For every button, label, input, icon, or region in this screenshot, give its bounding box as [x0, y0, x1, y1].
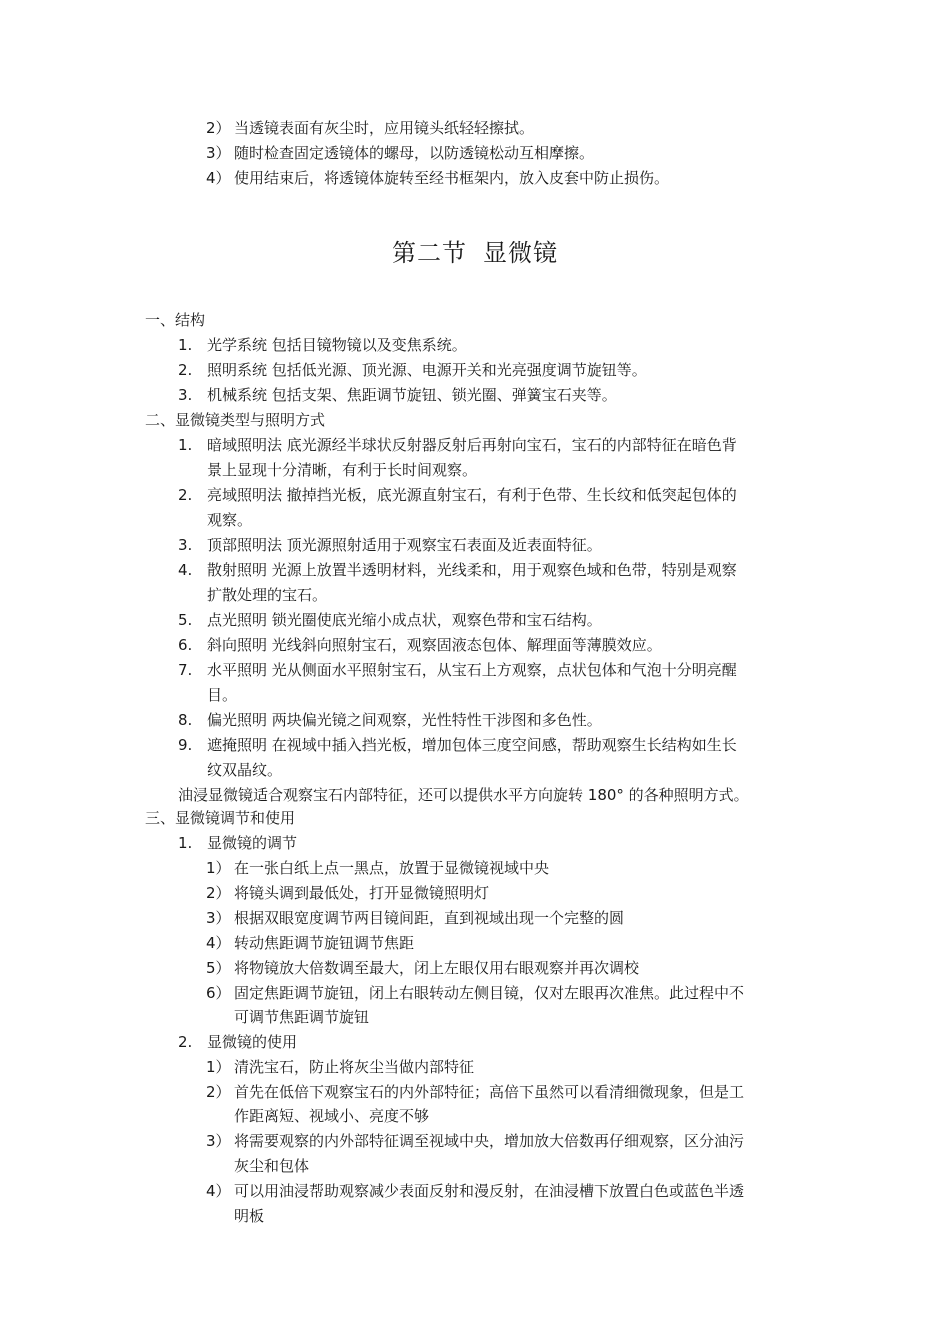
step-text: 转动焦距调节旋钮调节焦距	[234, 934, 415, 952]
step-number: 2）	[206, 1083, 231, 1101]
step-text: 固定焦距调节旋钮，闭上右眼转动左侧目镜，仅对左眼再次准焦。此过程中不	[234, 984, 745, 1002]
list-item-number: 8.	[178, 711, 193, 729]
step-text: 根据双眼宽度调节两目镜间距，直到视域出现一个完整的圆	[234, 909, 625, 927]
list-item-text: 当透镜表面有灰尘时，应用镜头纸轻轻擦拭。	[234, 119, 535, 137]
list-item-text: 亮域照明法 撤掉挡光板，底光源直射宝石，有利于色带、生长纹和低突起包体的	[207, 486, 737, 504]
list-item-number: 4.	[178, 561, 193, 579]
sub-heading: 显微镜的使用	[207, 1033, 298, 1051]
list-item-number: 5.	[178, 611, 193, 629]
list-item-text: 机械系统 包括支架、焦距调节旋钮、锁光圈、弹簧宝石夹等。	[207, 386, 617, 404]
list-item-number: 2.	[178, 486, 193, 504]
step-number: 2）	[206, 884, 231, 902]
sub-heading-number: 2.	[178, 1033, 193, 1051]
list-item-text-cont: 纹双晶纹。	[207, 761, 283, 779]
part2-heading: 二、显微镜类型与照明方式	[145, 411, 326, 429]
list-item-number: 3）	[206, 144, 231, 162]
list-item-text-cont: 扩散处理的宝石。	[207, 586, 328, 604]
step-text: 将物镜放大倍数调至最大，闭上左眼仅用右眼观察并再次调校	[234, 959, 640, 977]
step-number: 1）	[206, 859, 231, 877]
step-number: 6）	[206, 984, 231, 1002]
list-item-text-cont: 景上显现十分清晰，有利于长时间观察。	[207, 461, 478, 479]
step-number: 4）	[206, 1182, 231, 1200]
step-text: 清洗宝石，防止将灰尘当做内部特征	[234, 1058, 475, 1076]
list-item-text: 偏光照明 两块偏光镜之间观察，光性特性干涉图和多色性。	[207, 711, 602, 729]
list-item-number: 3.	[178, 536, 193, 554]
step-number: 3）	[206, 909, 231, 927]
part1-heading: 一、结构	[145, 311, 206, 329]
step-text: 可以用油浸帮助观察减少表面反射和漫反射，在油浸槽下放置白色或蓝色半透	[234, 1182, 745, 1200]
list-item-number: 2）	[206, 119, 231, 137]
list-item-text-cont: 观察。	[207, 511, 253, 529]
list-item-text: 光学系统 包括目镜物镜以及变焦系统。	[207, 336, 467, 354]
list-item-text-cont: 目。	[207, 686, 238, 704]
list-item-text: 遮掩照明 在视域中插入挡光板，增加包体三度空间感，帮助观察生长结构如生长	[207, 736, 737, 754]
list-item-number: 6.	[178, 636, 193, 654]
list-item-number: 3.	[178, 386, 193, 404]
step-number: 3）	[206, 1132, 231, 1150]
section-title-name: 显微镜	[483, 239, 558, 267]
list-item-text: 使用结束后，将透镜体旋转至经书框架内，放入皮套中防止损伤。	[234, 169, 670, 187]
step-text-cont: 可调节焦距调节旋钮	[234, 1008, 370, 1026]
step-number: 1）	[206, 1058, 231, 1076]
list-item-number: 9.	[178, 736, 193, 754]
list-item-number: 1.	[178, 436, 193, 454]
list-item-text: 点光照明 锁光圈使底光缩小成点状，观察色带和宝石结构。	[207, 611, 602, 629]
step-text: 将需要观察的内外部特征调至视域中央，增加放大倍数再仔细观察，区分油污	[234, 1132, 745, 1150]
step-text: 首先在低倍下观察宝石的内外部特征；高倍下虽然可以看清细微现象，但是工	[234, 1083, 745, 1101]
list-item-number: 1.	[178, 336, 193, 354]
list-item-text: 暗域照明法 底光源经半球状反射器反射后再射向宝石，宝石的内部特征在暗色背	[207, 436, 737, 454]
section-title-number: 第二节	[392, 239, 467, 267]
list-item-text: 水平照明 光从侧面水平照射宝石，从宝石上方观察，点状包体和气泡十分明亮醒	[207, 661, 737, 679]
step-number: 4）	[206, 934, 231, 952]
step-text-cont: 明板	[234, 1207, 265, 1225]
part3-heading: 三、显微镜调节和使用	[145, 809, 296, 827]
step-text-cont: 灰尘和包体	[234, 1157, 310, 1175]
part2-note: 油浸显微镜适合观察宝石内部特征，还可以提供水平方向旋转 180° 的各种照明方式。	[178, 786, 749, 804]
sub-heading-number: 1.	[178, 834, 193, 852]
list-item-text: 照明系统 包括低光源、顶光源、电源开关和光亮强度调节旋钮等。	[207, 361, 647, 379]
list-item-number: 7.	[178, 661, 193, 679]
list-item-text: 顶部照明法 顶光源照射适用于观察宝石表面及近表面特征。	[207, 536, 602, 554]
list-item-text: 斜向照明 光线斜向照射宝石，观察固液态包体、解理面等薄膜效应。	[207, 636, 662, 654]
section-title	[0, 237, 950, 269]
sub-heading: 显微镜的调节	[207, 834, 298, 852]
list-item-number: 4）	[206, 169, 231, 187]
list-item-text: 随时检查固定透镜体的螺母，以防透镜松动互相摩擦。	[234, 144, 595, 162]
step-text: 在一张白纸上点一黑点，放置于显微镜视域中央	[234, 859, 550, 877]
list-item-number: 2.	[178, 361, 193, 379]
step-text-cont: 作距离短、视域小、亮度不够	[234, 1107, 430, 1125]
step-number: 5）	[206, 959, 231, 977]
list-item-text: 散射照明 光源上放置半透明材料，光线柔和，用于观察色域和色带，特别是观察	[207, 561, 737, 579]
step-text: 将镜头调到最低处，打开显微镜照明灯	[234, 884, 490, 902]
